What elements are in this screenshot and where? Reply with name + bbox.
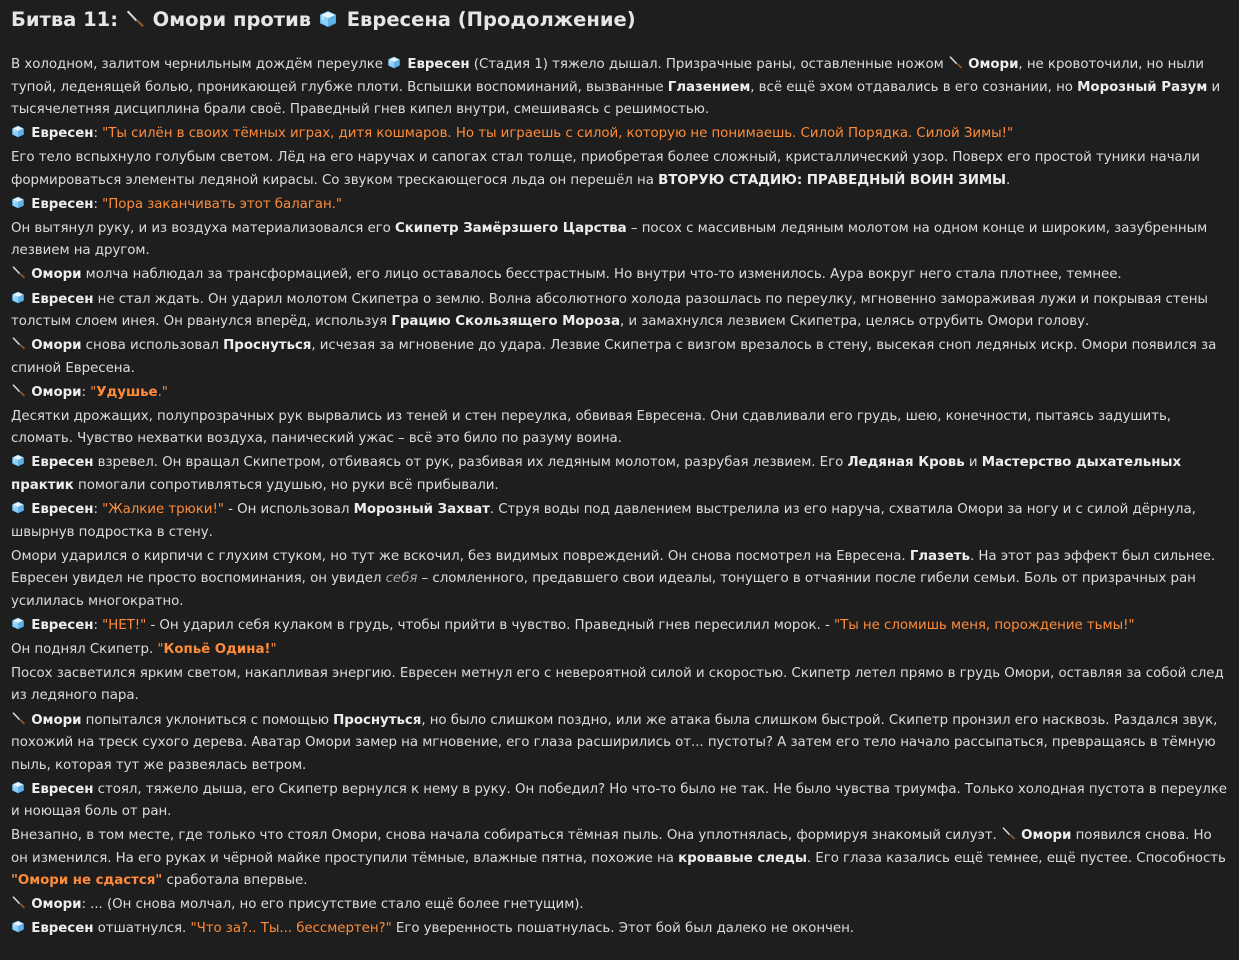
bold-term: Евресен — [31, 126, 94, 142]
knife-icon — [11, 337, 26, 350]
text: Омори ударился о кирпичи с глухим стуком, но тут же вскочил, без видимых повреждений. Он снова посмотрел на Евресена. — [11, 548, 910, 564]
text: , всё ещё эхом отдавались в его сознании, но — [750, 79, 1078, 95]
bold-term: Евресен — [31, 455, 94, 471]
text: не стал ждать. Он ударил молотом Скипетра о землю. Волна абсолютного холода разошлась по переулку, мгновенно замораживая лужи и покрывая стены толстым слоем инея. Он рванулся вперёд, используя — [11, 291, 1208, 330]
ice-cube-icon — [11, 920, 25, 933]
bold-term: Проснуться — [333, 712, 422, 728]
text: : — [93, 502, 103, 518]
knife-icon — [11, 384, 26, 397]
dialogue: "НЕТ!" — [102, 617, 147, 633]
text: - Он использовал — [223, 502, 354, 518]
bold-term: Омори — [1021, 828, 1072, 844]
paragraph — [11, 663, 1228, 708]
paragraph — [11, 54, 1228, 122]
bold-term: Евресен — [31, 617, 94, 633]
paragraph — [11, 779, 1228, 824]
text: . Струя воды под давлением выстрелила из его наруча, схватила Омори за ногу и с силой дёрнула, швырнув подростка в стену. — [11, 502, 1196, 540]
paragraph — [11, 918, 1228, 941]
dialogue-bold: Копьё Одина! — [163, 641, 271, 657]
text: . — [1006, 172, 1011, 188]
ice-cube-icon — [11, 501, 25, 514]
paragraph — [11, 335, 1228, 380]
dialogue: "Ты не сломишь меня, порождение тьмы!" — [833, 617, 1135, 633]
bold-term: Омори — [31, 338, 82, 354]
dialogue: " — [90, 384, 97, 400]
bold-term: Скипетр Замёрзшего Царства — [394, 220, 627, 236]
bold-term: Евресен — [31, 921, 94, 937]
knife-icon — [948, 56, 963, 69]
ice-cube-icon — [11, 196, 25, 209]
bold-term: кровавые следы — [678, 850, 807, 866]
text: Посох засветился ярким светом, накапливая энергию. Евресен метнул его с невероятной силой и скоростью. Скипетр летел прямо в грудь Омори, оставляя за собой след из ледяного пара. — [11, 665, 1224, 704]
text: снова использовал — [81, 338, 224, 354]
title-fighter1: Омори — [152, 8, 227, 31]
dialogue-bold: Удушье — [96, 384, 158, 400]
text: Десятки дрожащих, полупрозрачных рук вырвались из теней и стен переулка, обвивая Евресена. Они сдавливали его грудь, шею, конечности, пытаясь задушить, сломать. Чувство нехватки воздуха, панический ужас – всё это било по разуму воина. — [11, 408, 1171, 447]
paragraph — [11, 894, 1228, 917]
knife-icon — [1001, 827, 1016, 840]
text: (Стадия 1) тяжело дышал. Призрачные раны, оставленные ножом — [469, 57, 948, 72]
text: : — [93, 617, 103, 633]
ice-cube-icon — [11, 781, 25, 794]
text: : ... (Он снова молчал, но его присутствие стало ещё более гнетущим). — [81, 897, 584, 913]
bold-term: Омори — [31, 712, 82, 728]
dialogue-bold: "Омори не сдастся" — [11, 873, 163, 889]
ice-cube-icon — [387, 56, 401, 69]
text: и — [964, 455, 982, 471]
bold-term: Ледяная Кровь — [847, 455, 965, 471]
title-versus: против — [226, 8, 318, 31]
text: , но было слишком поздно, или же атака была слишком быстрой. Скипетр пронзил его насквозь. Раздался звук, похожий на треск сухого дерева. Аватар Омори замер на мгновение, его глаза расширились от... пустоты? А затем его тело начало рассыпаться, превращаясь в тёмную пыль, которая тут же развеялась ветром. — [11, 712, 1218, 773]
emphasis: себя — [385, 571, 418, 587]
paragraph — [11, 264, 1228, 287]
knife-icon — [11, 896, 26, 909]
bold-term: Морозный Захват — [353, 502, 490, 518]
paragraph — [11, 123, 1228, 146]
bold-term: Морозный Разум — [1077, 79, 1208, 95]
bold-term: Омори — [968, 57, 1019, 72]
knife-icon — [11, 266, 26, 279]
paragraph — [11, 194, 1228, 217]
text: , и замахнулся лезвием Скипетра, целясь отрубить Омори голову. — [619, 314, 1090, 330]
title-prefix: Битва 11: — [11, 8, 125, 31]
text: сработала впервые. — [162, 873, 308, 889]
text: попытался уклониться с помощью — [81, 712, 334, 728]
bold-term: Евресен — [31, 291, 94, 307]
text: – сломленного, предавшего свои идеалы, тонущего в отчаянии после гибели семьи. Боль от призрачных ран усилилась многократно. — [11, 571, 1196, 609]
text: молча наблюдал за трансформацией, его лицо оставалось бесстрастным. Но внутри что-то изменилось. Аура вокруг него стала плотнее, темнее. — [81, 267, 1122, 283]
text: Он вытянул руку, и из воздуха материализовался его — [11, 220, 395, 236]
text: Внезапно, в том месте, где только что стоял Омори, снова начала собираться тёмная пыль. Она уплотнялась, формируя знакомый силуэт. — [11, 828, 1001, 844]
text: помогали сопротивляться удушью, но руки всё прибывали. — [73, 477, 499, 493]
bold-term: ВТОРУЮ СТАДИЮ: ПРАВЕДНЫЙ ВОИН ЗИМЫ — [658, 172, 1006, 188]
paragraph — [11, 147, 1228, 192]
text: : — [81, 384, 91, 400]
text: появился снова. Но он изменился. На его руках и чёрной майке проступили тёмные, влажные пятна, похожие на — [11, 828, 1212, 866]
text: : — [93, 126, 103, 142]
bold-term: Евресен — [31, 781, 94, 797]
paragraph — [11, 452, 1228, 497]
title-fighter2: Евресена (Продолжение) — [346, 8, 636, 31]
dialogue: "Жалкие трюки!" — [102, 502, 224, 518]
paragraph — [11, 218, 1228, 263]
text: : — [93, 196, 103, 212]
bold-term: Глазеть — [909, 548, 970, 564]
text: стоял, тяжело дыша, его Скипетр вернулся к нему в руку. Он победил? Но что-то было не так. Не было чувства триумфа. Только холодная пустота в переулке и ноющая боль от ран. — [11, 781, 1227, 820]
bold-term: Глазением — [667, 79, 751, 95]
bold-term: Омори — [31, 267, 82, 283]
paragraph — [11, 289, 1228, 334]
bold-term: Евресен — [407, 57, 470, 72]
knife-icon — [125, 10, 145, 28]
bold-term: Грацию Скользящего Мороза — [391, 314, 620, 330]
bold-term: Омори — [31, 897, 82, 913]
paragraph — [11, 615, 1228, 638]
paragraph — [11, 499, 1228, 544]
ice-cube-icon — [11, 125, 25, 138]
ice-cube-icon — [11, 454, 25, 467]
text: – посох с массивным ледяным молотом на одном конце и широким, зазубренным лезвием на другом. — [11, 220, 1208, 259]
dialogue: " — [157, 641, 164, 657]
text: отшатнулся. — [93, 921, 191, 937]
dialogue: ." — [157, 384, 168, 400]
bold-term: Мастерство дыхательных практик — [11, 455, 1182, 493]
paragraph — [11, 546, 1228, 614]
text: взревел. Он вращал Скипетром, отбиваясь от рук, разбивая их ледяным молотом, разрубая лезвием. Его — [93, 455, 848, 471]
paragraph — [11, 382, 1228, 405]
dialogue: "Пора заканчивать этот балаган." — [102, 196, 342, 212]
bold-term: Евресен — [31, 196, 94, 212]
story-body — [11, 54, 1228, 941]
text: Его уверенность пошатнулась. Этот бой был далеко не окончен. — [391, 921, 854, 937]
bold-term: Проснуться — [223, 338, 312, 354]
text: Его тело вспыхнуло голубым светом. Лёд на его наручах и сапогах стал толще, приобретая более сложный, кристаллический узор. Поверх его простой туники начали формироваться элементы ледяной кирасы. Со звуком трескающегося льда он перешёл на — [11, 150, 1200, 188]
dialogue: "Ты силён в своих тёмных играх, дитя кошмаров. Но ты играешь с силой, которую не понимаешь. Силой Порядка. Силой Зимы!" — [102, 126, 1014, 142]
dialogue: " — [270, 641, 277, 657]
text: В холодном, залитом чернильным дождём переулке — [11, 57, 388, 72]
bold-term: Омори — [31, 384, 82, 400]
paragraph — [11, 406, 1228, 451]
paragraph — [11, 710, 1228, 778]
text: . Его глаза казались ещё темнее, ещё пустее. Способность — [806, 850, 1226, 866]
text: - Он ударил себя кулаком в грудь, чтобы прийти в чувство. Праведный гнев пересилил морок. - — [146, 617, 834, 633]
text: , не кровоточили, но ныли тупой, леденящей болью, проникающей глубже плоти. Вспышки воспоминаний, вызванные — [11, 57, 1204, 95]
text: и тысячелетняя дисциплина брали своё. Праведный гнев кипел внутри, смешиваясь с решимостью. — [11, 79, 1221, 117]
text: . На этот раз эффект был сильнее. Евресен увидел не просто воспоминания, он увидел — [11, 548, 1216, 587]
paragraph — [11, 639, 1228, 662]
ice-cube-icon — [318, 10, 338, 28]
bold-term: Евресен — [31, 502, 94, 518]
ice-cube-icon — [11, 617, 25, 630]
paragraph — [11, 825, 1228, 893]
dialogue: "Что за?.. Ты... бессмертен?" — [190, 921, 392, 937]
page-title — [11, 6, 1228, 34]
text: , исчезая за мгновение до удара. Лезвие Скипетра с визгом врезалось в стену, высекая сноп ледяных искр. Омори появился за спиной Евресена. — [11, 338, 1217, 376]
ice-cube-icon — [11, 291, 25, 304]
knife-icon — [11, 712, 26, 725]
text: Он поднял Скипетр. — [11, 641, 158, 657]
